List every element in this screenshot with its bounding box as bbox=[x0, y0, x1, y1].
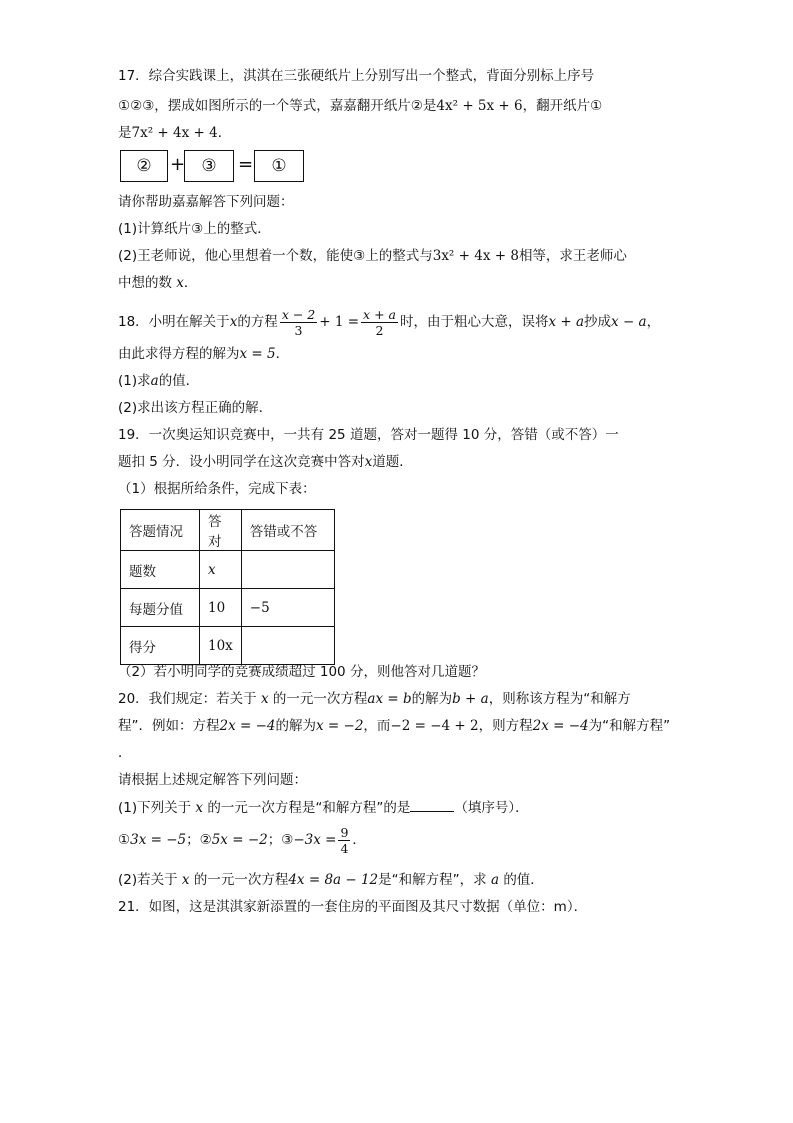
q20-fraction: $\frac{9}{4}$ bbox=[340, 824, 349, 856]
table-header-cell: 答错或不答 bbox=[241, 510, 334, 551]
table-row bbox=[121, 510, 335, 551]
q21-line-1: 21．如图，这是淇淇家新添置的一套住房的平面图及其尺寸数据（单位：m）． bbox=[118, 899, 588, 915]
q17-prompt: 请你帮助嘉嘉解答下列问题： bbox=[118, 194, 294, 210]
q17-part-2-cont: 中想的数 x． bbox=[118, 275, 198, 291]
q19-line-1: 19．一次奥运知识竞赛中，一共有 25 道题，答对一题得 10 分，答错（或不答）一 bbox=[118, 427, 619, 443]
answer-table bbox=[120, 509, 335, 665]
table-cell: 得分 bbox=[121, 627, 200, 665]
table-cell: 题数 bbox=[121, 551, 200, 589]
q18-line-2: 由此求得方程的解为x = 5． bbox=[118, 346, 290, 362]
table-row bbox=[121, 627, 335, 665]
table-row bbox=[121, 589, 335, 627]
card-3: ③ bbox=[184, 150, 234, 182]
q20-line-2: 程”．例如：方程2x = −4的解为x = −2，而−2 = −4 + 2，则方程2x = −4为“和解方程” bbox=[118, 718, 671, 734]
table-cell: x bbox=[200, 551, 242, 589]
q17-line-3: 是7x² + 4x + 4． bbox=[118, 125, 232, 141]
table-cell: −5 bbox=[241, 589, 334, 627]
card-2: ② bbox=[120, 150, 168, 182]
q20-prompt: 请根据上述规定解答下列问题： bbox=[118, 772, 307, 788]
q19-part-1: （1）根据所给条件，完成下表： bbox=[118, 481, 316, 497]
table-row bbox=[121, 551, 335, 589]
q17-line-1: 17．综合实践课上，淇淇在三张硬纸片上分别写出一个整式，背面分别标上序号 bbox=[118, 68, 595, 84]
q17-part-2: (2)王老师说，他心里想着一个数，能使③上的整式与3x² + 4x + 8相等，求王老师心 bbox=[118, 248, 627, 264]
equals-sign: = bbox=[238, 154, 254, 175]
plus-sign: + bbox=[170, 154, 186, 175]
q20-line-3: ． bbox=[118, 745, 132, 761]
q20-part-2: (2)若关于 x 的一元一次方程4x = 8a − 12是“和解方程”，求 a 的值． bbox=[118, 872, 544, 888]
table-header-cell: 答题情况 bbox=[121, 510, 200, 551]
q18-fraction-left: $\frac{x - 2}{3}$ bbox=[281, 306, 316, 338]
q19-part-2: （2）若小明同学的竞赛成绩超过 100 分，则他答对几道题？ bbox=[118, 664, 485, 680]
q19-line-2: 题扣 5 分．设小明同学在这次竞赛中答对x道题． bbox=[118, 454, 413, 470]
table-cell: 每题分值 bbox=[121, 589, 200, 627]
q18-part-2: (2)求出该方程正确的解． bbox=[118, 400, 273, 416]
table-cell: 10x bbox=[200, 627, 242, 665]
q20-options: ①3x = −5；②5x = −2；③−3x = $\frac{9}{4}$ ． bbox=[118, 824, 366, 856]
table-cell-answer[interactable] bbox=[241, 551, 334, 589]
q17-part-1: (1)计算纸片③上的整式． bbox=[118, 221, 271, 237]
q18-part-1: (1)求a的值． bbox=[118, 373, 200, 389]
table-cell: 10 bbox=[200, 589, 242, 627]
q17-line-2: ①②③，摆成如图所示的一个等式，嘉嘉翻开纸片②是4x² + 5x + 6，翻开纸片① bbox=[118, 98, 603, 114]
q18-fraction-right: $\frac{x + a}{2}$ bbox=[363, 306, 396, 338]
card-1: ① bbox=[254, 150, 304, 182]
q18-line-1: 18．小明在解关于x的方程 $\frac{x - 2}{3}$ + 1 = $\frac{x + a}{2}$ 时，由于粗心大意，误将x + a抄成x − a， bbox=[118, 306, 661, 338]
q20-part-1: (1)下列关于 x 的一元一次方程是“和解方程”的是 （填序号）． bbox=[118, 797, 529, 818]
q20-line-1: 20．我们规定：若关于 x 的一元一次方程ax = b的解为b + a，则称该方程为“和解方 bbox=[118, 691, 631, 707]
answer-blank[interactable] bbox=[410, 797, 454, 812]
table-header-cell: 答对 bbox=[200, 510, 242, 551]
table-cell-answer[interactable] bbox=[241, 627, 334, 665]
